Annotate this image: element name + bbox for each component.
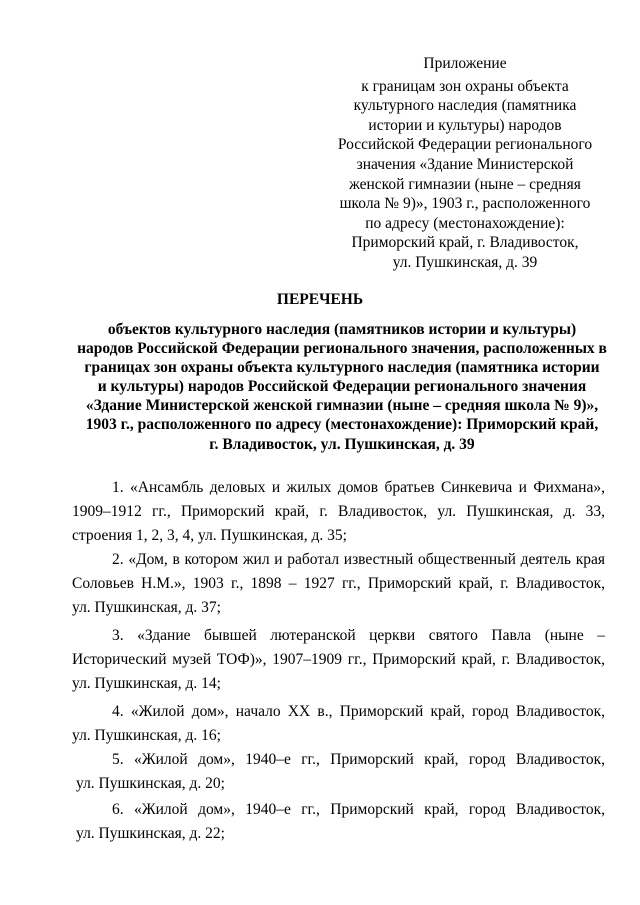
list-item-line: 2. «Дом, в котором жил и работал известный общественный деятель края: [112, 551, 605, 568]
list-item-line: ул. Пушкинская, д. 22;: [76, 825, 225, 842]
appendix-block: [300, 54, 630, 273]
list-item-line: ул. Пушкинская, д. 14;: [72, 675, 221, 692]
list-item-line: ул. Пушкинская, д. 20;: [76, 775, 225, 792]
list-item-line: строения 1, 2, 3, 4, ул. Пушкинская, д. 35;: [72, 527, 347, 544]
list-item-line: 1. «Ансамбль деловых и жилых домов братьев Синкевича и Фихмана»,: [112, 479, 605, 496]
subtitle-line: границах зон охраны объекта культурного наследия (памятника истории: [84, 359, 600, 377]
list-item-line: 1909–1912 гг., Приморский край, г. Владивосток, ул. Пушкинская, д. 33,: [72, 503, 605, 520]
appendix-line: значения «Здание Министерской: [356, 155, 574, 173]
subtitle-line: народов Российской Федерации регионального значения, расположенных в: [77, 340, 607, 358]
list-item-line: ул. Пушкинская, д. 37;: [72, 599, 221, 616]
list-item-line: 6. «Жилой дом», 1940–е гг., Приморский край, город Владивосток,: [112, 801, 605, 818]
subtitle-line: объектов культурного наследия (памятников истории и культуры): [107, 321, 577, 338]
document-heading: ПЕРЕЧЕНЬ: [276, 291, 364, 308]
document-subtitle: [72, 320, 612, 454]
appendix-line: по адресу (местонахождение):: [365, 214, 565, 232]
appendix-line: истории и культуры) народов: [368, 116, 562, 134]
appendix-line: Приморский край, г. Владивосток,: [351, 234, 579, 252]
list-item-line: ул. Пушкинская, д. 16;: [72, 727, 221, 744]
list-item-line: 4. «Жилой дом», начало XX в., Приморский край, город Владивосток,: [112, 703, 605, 720]
appendix-line: женской гимназии (ныне – средняя: [349, 175, 581, 193]
subtitle-line: 1903 г., расположенного по адресу (местонахождение): Приморский край,: [85, 416, 599, 434]
list-item-line: Исторический музей ТОФ)», 1907–1909 гг., Приморский край, г. Владивосток,: [72, 651, 605, 668]
appendix-title: Приложение: [423, 55, 507, 72]
subtitle-line: г. Владивосток, ул. Пушкинская, д. 39: [209, 435, 475, 453]
appendix-line: ул. Пушкинская, д. 39: [392, 253, 538, 271]
appendix-line: Российской Федерации регионального: [337, 136, 593, 154]
list-item-line: 5. «Жилой дом», 1940–е гг., Приморский край, город Владивосток,: [112, 751, 605, 768]
subtitle-line: и культуры) народов Российской Федерации регионального значения: [97, 378, 587, 396]
appendix-line: к границам зон охраны объекта: [361, 77, 569, 95]
appendix-line: культурного наследия (памятника: [353, 97, 577, 115]
appendix-line: школа № 9)», 1903 г., расположенного: [339, 195, 591, 213]
list-item-line: 3. «Здание бывшей лютеранской церкви святого Павла (ныне –: [112, 627, 605, 644]
subtitle-line: «Здание Министерской женской гимназии (ныне – средняя школа № 9)»,: [85, 397, 599, 415]
list-item-line: Соловьев Н.М.», 1903 г., 1898 – 1927 гг., Приморский край, г. Владивосток,: [72, 575, 605, 592]
